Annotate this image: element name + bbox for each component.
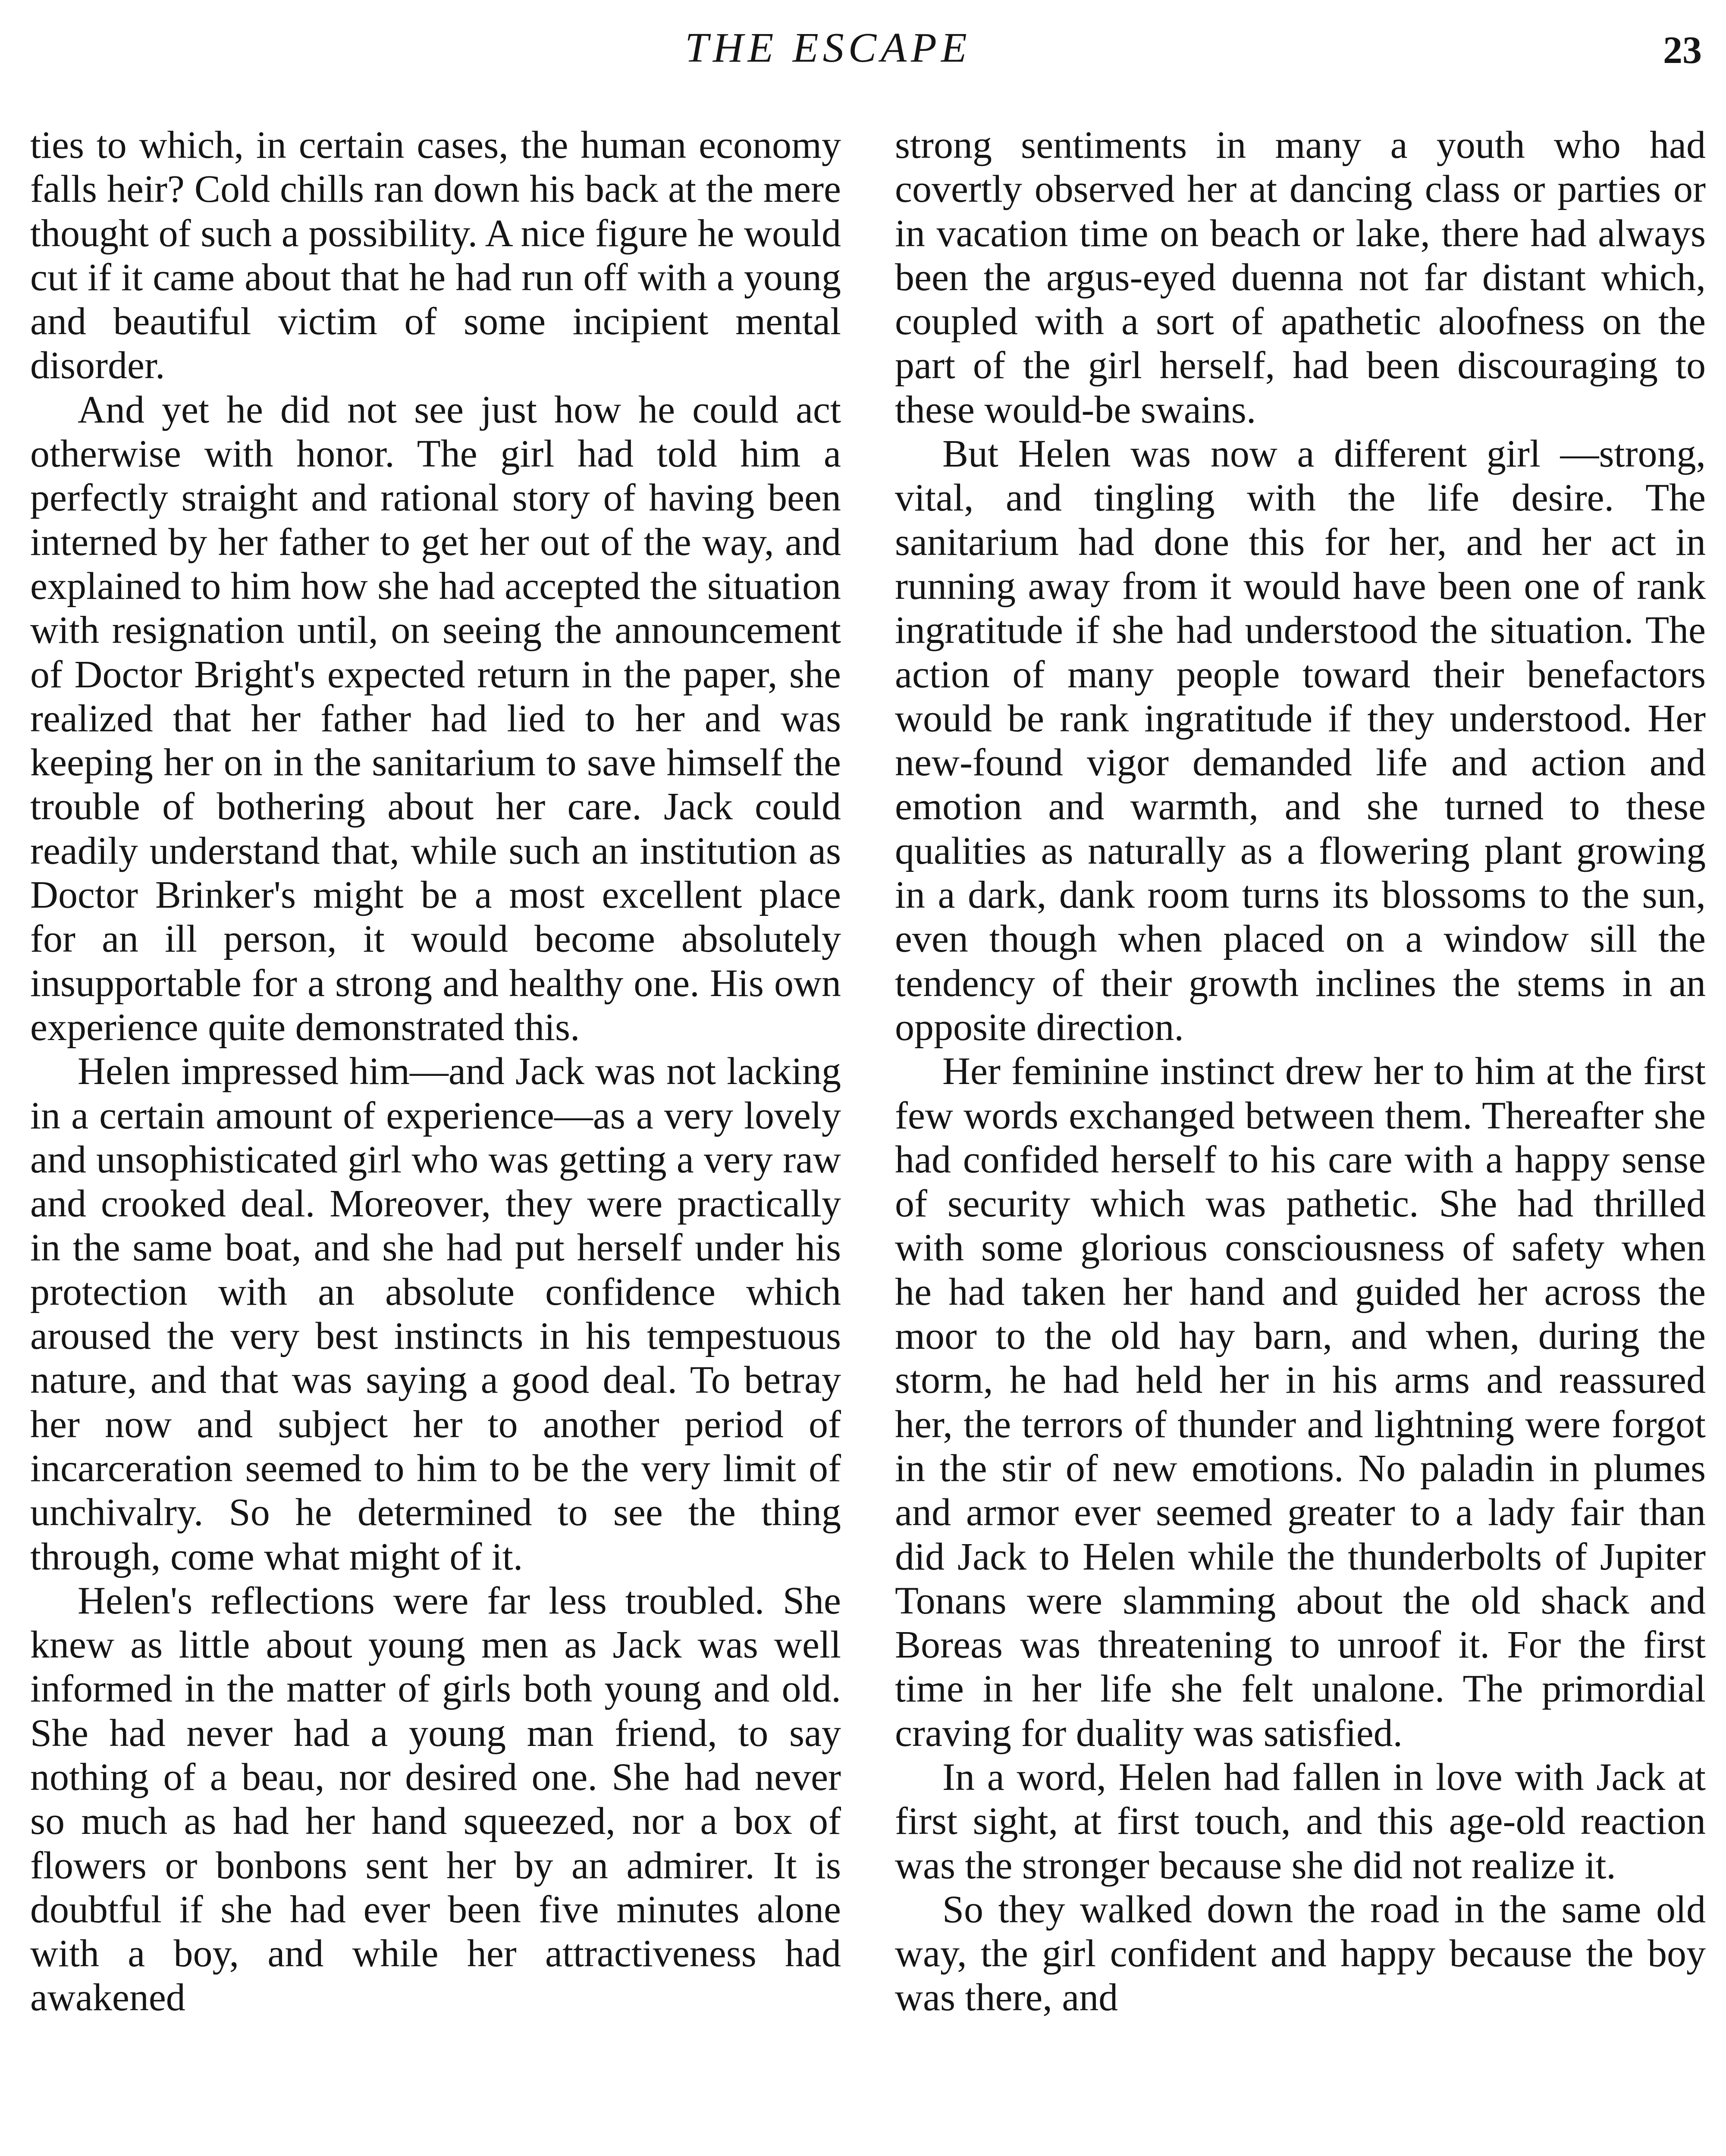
- paragraph: Helen's reflections were far less troubled. She knew as little about young men as Jack was well informed in the matter of girls both young and old. She had never had a young man friend, to say nothing of a beau, nor desired one. She had never so much as had her hand squeezed, nor a box of flowers or bonbons sent her by an admirer. It is doubtful if she had ever been five minutes alone with a boy, and while her attractiveness had awakened: [30, 1579, 841, 2019]
- paragraph: ties to which, in certain cases, the human economy falls heir? Cold chills ran down his back at the mere thought of such a possibility. A nice figure he would cut if it came about that he had run off with a young and beautiful victim of some incipient mental disorder.: [30, 124, 841, 387]
- paragraph: In a word, Helen had fallen in love with Jack at first sight, at first touch, and this age-old reaction was the stronger because she did not realize it.: [895, 1755, 1706, 1887]
- running-title: THE ESCAPE: [685, 25, 971, 71]
- paragraph: strong sentiments in many a youth who had covertly observed her at dancing class or parties or in vacation time on beach or lake, there had always been the argus-eyed duenna not far distant which, coupled with a sort of apathetic aloofness on the part of the girl herself, had been discouraging to these would-be swains.: [895, 124, 1706, 431]
- right-column: [895, 123, 1706, 2020]
- paragraph: So they walked down the road in the same old way, the girl confident and happy because the boy was there, and: [895, 1888, 1706, 2019]
- paragraph: Her feminine instinct drew her to him at the first few words exchanged between them. Thereafter she had confided herself to his care with a happy sense of security which was pathetic. She had thrilled with some glorious consciousness of safety when he had taken her hand and guided her across the moor to the old hay barn, and when, during the storm, he had held her in his arms and reassured her, the terrors of thunder and lightning were forgot in the stir of new emotions. No paladin in plumes and armor ever seemed greater to a lady fair than did Jack to Helen while the thunderbolts of Jupiter Tonans were slamming about the old shack and Boreas was threatening to unroof it. For the first time in her life she felt unalone. The primordial craving for duality was satisfied.: [895, 1050, 1706, 1755]
- paragraph: Helen impressed him—and Jack was not lacking in a certain amount of experience—as a very lovely and unsophisticated girl who was getting a very raw and crooked deal. Moreover, they were practically in the same boat, and she had put herself under his protection with an absolute confidence which aroused the very best instincts in his tempestuous nature, and that was saying a good deal. To betray her now and subject her to another period of incarceration seemed to him to be the very limit of unchivalry. So he determined to see the thing through, come what might of it.: [30, 1050, 841, 1578]
- page-number: 23: [1663, 29, 1702, 72]
- paragraph: And yet he did not see just how he could act otherwise with honor. The girl had told him a perfectly straight and rational story of having been interned by her father to get her out of the way, and explained to him how she had accepted the situation with resignation until, on seeing the announcement of Doctor Bright's expected return in the paper, she realized that her father had lied to her and was keeping her on in the sanitarium to save himself the trouble of bothering about her care. Jack could readily understand that, while such an institution as Doctor Brinker's might be a most excellent place for an ill person, it would become absolutely insupportable for a strong and healthy one. His own experience quite demonstrated this.: [30, 388, 841, 1049]
- left-column: [30, 123, 841, 2020]
- paragraph: But Helen was now a different girl —strong, vital, and tingling with the life desire. The sanitarium had done this for her, and her act in running away from it would have been one of rank ingratitude if she had understood the situation. The action of many people toward their benefactors would be rank ingratitude if they understood. Her new-found vigor demanded life and action and emotion and warmth, and she turned to these qualities as naturally as a flowering plant growing in a dark, dank room turns its blossoms to the sun, even though when placed on a window sill the tendency of their growth inclines the stems in an opposite direction.: [895, 432, 1706, 1049]
